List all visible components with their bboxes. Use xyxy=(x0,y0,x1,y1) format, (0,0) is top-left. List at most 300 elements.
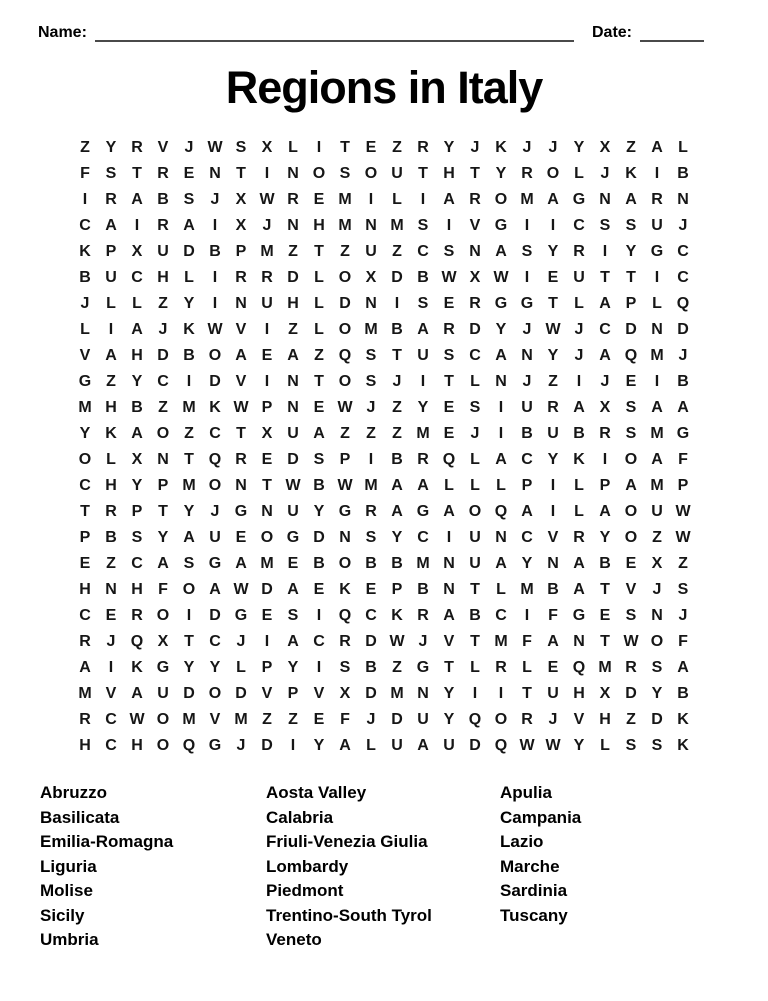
grid-letter: E xyxy=(313,711,325,728)
grid-letter: E xyxy=(287,555,299,572)
grid-letter: N xyxy=(651,321,663,338)
word-item: Marche xyxy=(500,856,560,876)
grid-letter: A xyxy=(417,321,429,338)
grid-letter: Z xyxy=(288,321,298,338)
grid-letter: N xyxy=(547,555,559,572)
word-item: Lazio xyxy=(500,832,544,851)
grid-letter: I xyxy=(446,529,452,546)
grid-letter: H xyxy=(79,737,91,754)
grid-letter: Q xyxy=(468,711,482,728)
grid-letter: I xyxy=(654,165,660,182)
grid-letter: N xyxy=(339,529,351,546)
grid-letter: M xyxy=(338,217,352,234)
grid-letter: D xyxy=(209,373,221,390)
grid-letter: O xyxy=(156,711,170,728)
grid-letter: K xyxy=(79,243,91,260)
grid-letter: W xyxy=(259,191,275,208)
grid-letter: F xyxy=(158,581,168,598)
grid-letter: Y xyxy=(547,243,559,260)
grid-letter: S xyxy=(131,529,143,546)
grid-letter: B xyxy=(417,269,429,286)
grid-letter: I xyxy=(316,659,322,676)
grid-letter: Y xyxy=(495,321,507,338)
grid-letter: N xyxy=(287,165,299,182)
grid-letter: S xyxy=(443,243,455,260)
grid-letter: B xyxy=(157,191,169,208)
grid-letter: E xyxy=(105,607,117,624)
grid-letter: P xyxy=(157,477,169,494)
grid-letter: U xyxy=(287,503,299,520)
grid-letter: I xyxy=(550,477,556,494)
grid-letter: F xyxy=(340,711,350,728)
grid-letter: K xyxy=(677,711,689,728)
grid-letter: J xyxy=(210,191,220,208)
grid-letter: O xyxy=(208,477,222,494)
grid-letter: U xyxy=(261,295,273,312)
grid-letter: N xyxy=(469,243,481,260)
grid-letter: C xyxy=(313,633,325,650)
grid-letter: E xyxy=(79,555,91,572)
grid-letter: G xyxy=(416,659,430,676)
grid-letter: P xyxy=(287,685,299,702)
grid-letter: O xyxy=(208,685,222,702)
grid-letter: V xyxy=(469,217,481,234)
grid-letter: X xyxy=(157,633,169,650)
grid-letter: X xyxy=(131,243,143,260)
grid-letter: N xyxy=(677,191,689,208)
grid-letter: H xyxy=(573,685,585,702)
name-blank-line xyxy=(95,26,574,42)
grid-letter: D xyxy=(625,685,637,702)
grid-letter: F xyxy=(80,165,90,182)
grid-letter: O xyxy=(650,633,664,650)
grid-letter: U xyxy=(521,399,533,416)
grid-letter: F xyxy=(678,633,688,650)
grid-letter: U xyxy=(209,529,221,546)
grid-letter: Y xyxy=(183,503,195,520)
grid-letter: R xyxy=(443,321,455,338)
grid-letter: X xyxy=(131,451,143,468)
grid-letter: B xyxy=(391,451,403,468)
grid-letter: L xyxy=(470,659,480,676)
grid-letter: A xyxy=(235,555,247,572)
grid-letter: M xyxy=(182,711,196,728)
grid-letter: R xyxy=(417,139,429,156)
grid-letter: E xyxy=(599,607,611,624)
grid-letter: D xyxy=(391,711,403,728)
word-item: Basilicata xyxy=(40,807,120,827)
grid-letter: Z xyxy=(184,425,194,442)
grid-letter: S xyxy=(105,165,117,182)
grid-letter: Z xyxy=(106,373,116,390)
grid-letter: Y xyxy=(443,139,455,156)
grid-letter: C xyxy=(599,321,611,338)
grid-letter: L xyxy=(106,295,116,312)
word-item: Calabria xyxy=(266,807,334,827)
grid-letter: I xyxy=(654,373,660,390)
grid-letter: W xyxy=(519,737,535,754)
grid-letter: J xyxy=(600,373,610,390)
grid-letter: L xyxy=(470,373,480,390)
grid-letter: O xyxy=(494,191,508,208)
grid-letter: N xyxy=(235,477,247,494)
grid-letter: J xyxy=(678,217,688,234)
grid-letter: O xyxy=(338,321,352,338)
grid-letter: M xyxy=(520,581,534,598)
grid-letter: S xyxy=(183,555,195,572)
grid-letter: G xyxy=(416,503,430,520)
grid-letter: U xyxy=(469,555,481,572)
grid-letter: V xyxy=(79,347,91,364)
grid-letter: R xyxy=(339,633,351,650)
grid-letter: I xyxy=(316,607,322,624)
grid-letter: A xyxy=(443,503,455,520)
grid-letter: K xyxy=(677,737,689,754)
word-item: Emilia-Romagna xyxy=(40,832,174,851)
grid-letter: X xyxy=(235,191,247,208)
grid-letter: J xyxy=(236,737,246,754)
grid-letter: I xyxy=(446,217,452,234)
grid-letter: U xyxy=(573,269,585,286)
grid-letter: D xyxy=(313,529,325,546)
grid-letter: X xyxy=(599,685,611,702)
grid-letter: Y xyxy=(599,529,611,546)
grid-letter: A xyxy=(131,191,143,208)
grid-letter: O xyxy=(624,529,638,546)
word-item: Tuscany xyxy=(500,905,568,925)
grid-letter: C xyxy=(131,555,143,572)
grid-letter: Z xyxy=(288,243,298,260)
grid-letter: A xyxy=(495,347,507,364)
grid-letter: I xyxy=(498,685,504,702)
grid-letter: Z xyxy=(548,373,558,390)
grid-letter: A xyxy=(599,503,611,520)
grid-letter: N xyxy=(573,633,585,650)
grid-letter: J xyxy=(366,711,376,728)
grid-letter: Q xyxy=(130,633,144,650)
grid-letter: C xyxy=(79,607,91,624)
grid-letter: Q xyxy=(338,607,352,624)
grid-letter: Z xyxy=(366,425,376,442)
grid-letter: M xyxy=(260,243,274,260)
word-item: Veneto xyxy=(266,930,322,949)
grid-letter: A xyxy=(573,581,585,598)
grid-letter: E xyxy=(365,139,377,156)
grid-letter: A xyxy=(391,503,403,520)
grid-letter: S xyxy=(339,165,351,182)
grid-letter: O xyxy=(156,607,170,624)
grid-letter: Y xyxy=(547,347,559,364)
grid-letter: Y xyxy=(443,711,455,728)
grid-letter: J xyxy=(548,139,558,156)
grid-letter: D xyxy=(339,295,351,312)
grid-letter: R xyxy=(469,295,481,312)
grid-letter: D xyxy=(235,685,247,702)
grid-letter: J xyxy=(574,347,584,364)
grid-letter: V xyxy=(157,139,169,156)
grid-letter: A xyxy=(573,399,585,416)
grid-letter: J xyxy=(262,217,272,234)
grid-letter: J xyxy=(548,711,558,728)
grid-letter: L xyxy=(496,581,506,598)
grid-letter: N xyxy=(443,555,455,572)
grid-letter: N xyxy=(287,217,299,234)
grid-letter: G xyxy=(286,529,300,546)
grid-letter: B xyxy=(599,555,611,572)
date-label: Date: xyxy=(591,24,632,41)
grid-letter: A xyxy=(599,347,611,364)
grid-letter: A xyxy=(131,321,143,338)
grid-letter: Y xyxy=(495,165,507,182)
word-item: Umbria xyxy=(40,930,99,949)
grid-letter: A xyxy=(677,399,689,416)
grid-letter: I xyxy=(498,399,504,416)
grid-letter: C xyxy=(209,633,221,650)
grid-letter: I xyxy=(420,373,426,390)
grid-letter: L xyxy=(574,477,584,494)
grid-letter: H xyxy=(599,711,611,728)
grid-letter: Q xyxy=(572,659,586,676)
grid-letter: I xyxy=(186,373,192,390)
grid-letter: A xyxy=(573,555,585,572)
grid-letter: O xyxy=(338,373,352,390)
grid-letter: U xyxy=(287,425,299,442)
word-item: Sardinia xyxy=(500,881,568,900)
grid-letter: M xyxy=(598,659,612,676)
grid-letter: I xyxy=(524,269,530,286)
grid-letter: W xyxy=(285,477,301,494)
grid-letter: A xyxy=(287,581,299,598)
grid-letter: X xyxy=(261,139,273,156)
grid-letter: S xyxy=(625,399,637,416)
grid-letter: K xyxy=(339,581,351,598)
grid-letter: T xyxy=(236,165,246,182)
grid-letter: P xyxy=(521,477,533,494)
grid-letter: O xyxy=(208,347,222,364)
grid-letter: T xyxy=(470,165,480,182)
grid-letter: X xyxy=(469,269,481,286)
grid-letter: A xyxy=(339,737,351,754)
grid-letter: C xyxy=(573,217,585,234)
grid-letter: N xyxy=(261,503,273,520)
grid-letter: M xyxy=(78,399,92,416)
grid-letter: E xyxy=(313,191,325,208)
grid-letter: B xyxy=(521,425,533,442)
grid-letter: O xyxy=(312,165,326,182)
grid-letter: U xyxy=(547,425,559,442)
grid-letter: L xyxy=(470,477,480,494)
grid-letter: R xyxy=(105,503,117,520)
grid-letter: A xyxy=(495,451,507,468)
word-item: Molise xyxy=(40,881,93,900)
grid-letter: N xyxy=(495,529,507,546)
word-item: Lombardy xyxy=(266,856,349,876)
grid-letter: C xyxy=(365,607,377,624)
grid-letter: Q xyxy=(624,347,638,364)
grid-letter: R xyxy=(157,217,169,234)
grid-letter: Q xyxy=(494,503,508,520)
grid-letter: U xyxy=(547,685,559,702)
grid-letter: T xyxy=(470,581,480,598)
grid-letter: D xyxy=(469,737,481,754)
grid-letter: S xyxy=(365,373,377,390)
grid-letter: N xyxy=(495,373,507,390)
grid-letter: I xyxy=(550,217,556,234)
grid-letter: M xyxy=(364,477,378,494)
grid-letter: B xyxy=(677,373,689,390)
grid-letter: H xyxy=(443,165,455,182)
grid-letter: U xyxy=(417,711,429,728)
grid-letter: V xyxy=(235,321,247,338)
grid-letter: J xyxy=(470,425,480,442)
grid-letter: L xyxy=(314,321,324,338)
grid-letter: Y xyxy=(209,659,221,676)
grid-letter: W xyxy=(545,321,561,338)
header xyxy=(0,0,768,42)
name-label: Name: xyxy=(38,24,87,41)
word-item: Sicily xyxy=(40,905,85,925)
grid-letter: P xyxy=(79,529,91,546)
grid-letter: B xyxy=(469,607,481,624)
grid-letter: Y xyxy=(79,425,91,442)
grid-letter: D xyxy=(469,321,481,338)
grid-letter: T xyxy=(522,685,532,702)
grid-letter: D xyxy=(157,347,169,364)
grid-letter: Y xyxy=(625,243,637,260)
grid-letter: M xyxy=(416,555,430,572)
grid-letter: B xyxy=(677,685,689,702)
grid-letter: D xyxy=(183,685,195,702)
grid-letter: L xyxy=(600,737,610,754)
grid-letter: C xyxy=(79,477,91,494)
grid-letter: Y xyxy=(131,373,143,390)
grid-letter: T xyxy=(548,295,558,312)
grid-letter: S xyxy=(625,217,637,234)
grid-letter: I xyxy=(524,217,530,234)
grid-letter: S xyxy=(599,217,611,234)
grid-letter: A xyxy=(443,607,455,624)
grid-letter: M xyxy=(390,685,404,702)
grid-letter: L xyxy=(132,295,142,312)
grid-letter: Z xyxy=(314,347,324,364)
grid-letter: Y xyxy=(313,503,325,520)
grid-letter: P xyxy=(261,399,273,416)
grid-letter: J xyxy=(574,321,584,338)
grid-letter: N xyxy=(157,451,169,468)
grid-letter: G xyxy=(650,243,664,260)
grid-letter: H xyxy=(105,477,117,494)
grid-letter: Z xyxy=(626,139,636,156)
grid-letter: A xyxy=(495,555,507,572)
grid-letter: A xyxy=(313,425,325,442)
grid-letter: R xyxy=(521,711,533,728)
grid-letter: I xyxy=(264,633,270,650)
grid-letter: I xyxy=(654,269,660,286)
grid-letter: J xyxy=(184,139,194,156)
grid-letter: N xyxy=(365,295,377,312)
grid-letter: G xyxy=(338,503,352,520)
grid-letter: G xyxy=(494,295,508,312)
grid-letter: R xyxy=(651,191,663,208)
grid-letter: L xyxy=(392,191,402,208)
grid-letter: T xyxy=(418,165,428,182)
grid-letter: U xyxy=(391,165,403,182)
grid-letter: J xyxy=(236,633,246,650)
grid-letter: S xyxy=(365,529,377,546)
grid-letter: C xyxy=(105,737,117,754)
grid-letter: J xyxy=(678,607,688,624)
grid-letter: V xyxy=(209,711,221,728)
grid-letter: P xyxy=(677,477,689,494)
grid-letter: T xyxy=(262,477,272,494)
grid-letter: O xyxy=(156,425,170,442)
grid-letter: B xyxy=(365,555,377,572)
grid-letter: T xyxy=(184,633,194,650)
grid-letter: L xyxy=(574,295,584,312)
grid-letter: S xyxy=(365,347,377,364)
word-item: Abruzzo xyxy=(40,783,108,802)
grid-letter: W xyxy=(337,477,353,494)
grid-letter: U xyxy=(417,347,429,364)
grid-letter: M xyxy=(260,555,274,572)
grid-letter: I xyxy=(602,451,608,468)
grid-letter: A xyxy=(651,399,663,416)
word-item: Liguria xyxy=(40,856,97,876)
grid-letter: I xyxy=(264,373,270,390)
grid-letter: Q xyxy=(442,451,456,468)
grid-letter: J xyxy=(600,165,610,182)
grid-letter: N xyxy=(651,607,663,624)
grid-letter: T xyxy=(184,451,194,468)
grid-letter: Z xyxy=(392,243,402,260)
grid-letter: R xyxy=(365,503,377,520)
page-title: Regions in Italy xyxy=(225,62,543,113)
grid-letter: I xyxy=(368,191,374,208)
grid-letter: A xyxy=(599,295,611,312)
grid-letter: L xyxy=(652,295,662,312)
grid-letter: H xyxy=(157,269,169,286)
grid-letter: T xyxy=(132,165,142,182)
grid-letter: L xyxy=(470,451,480,468)
word-column xyxy=(500,781,581,953)
grid-letter: I xyxy=(394,295,400,312)
grid-letter: S xyxy=(469,399,481,416)
grid-letter: R xyxy=(547,399,559,416)
grid-letter: Z xyxy=(158,295,168,312)
grid-letter: L xyxy=(314,269,324,286)
grid-letter: E xyxy=(625,373,637,390)
grid-letter: R xyxy=(79,633,91,650)
grid-letter: C xyxy=(105,711,117,728)
grid-letter: T xyxy=(626,269,636,286)
grid-letter: F xyxy=(678,451,688,468)
grid-letter: B xyxy=(573,425,585,442)
grid-letter: I xyxy=(82,191,88,208)
grid-letter: D xyxy=(287,451,299,468)
grid-letter: K xyxy=(391,607,403,624)
grid-letter: A xyxy=(391,477,403,494)
grid-letter: Y xyxy=(131,477,143,494)
grid-letter: M xyxy=(494,633,508,650)
grid-letter: I xyxy=(186,607,192,624)
grid-letter: E xyxy=(547,269,559,286)
grid-letter: B xyxy=(391,321,403,338)
grid-letter: S xyxy=(625,737,637,754)
grid-letter: P xyxy=(105,243,117,260)
grid-letter: R xyxy=(625,659,637,676)
grid-letter: D xyxy=(365,685,377,702)
grid-letter: A xyxy=(131,685,143,702)
